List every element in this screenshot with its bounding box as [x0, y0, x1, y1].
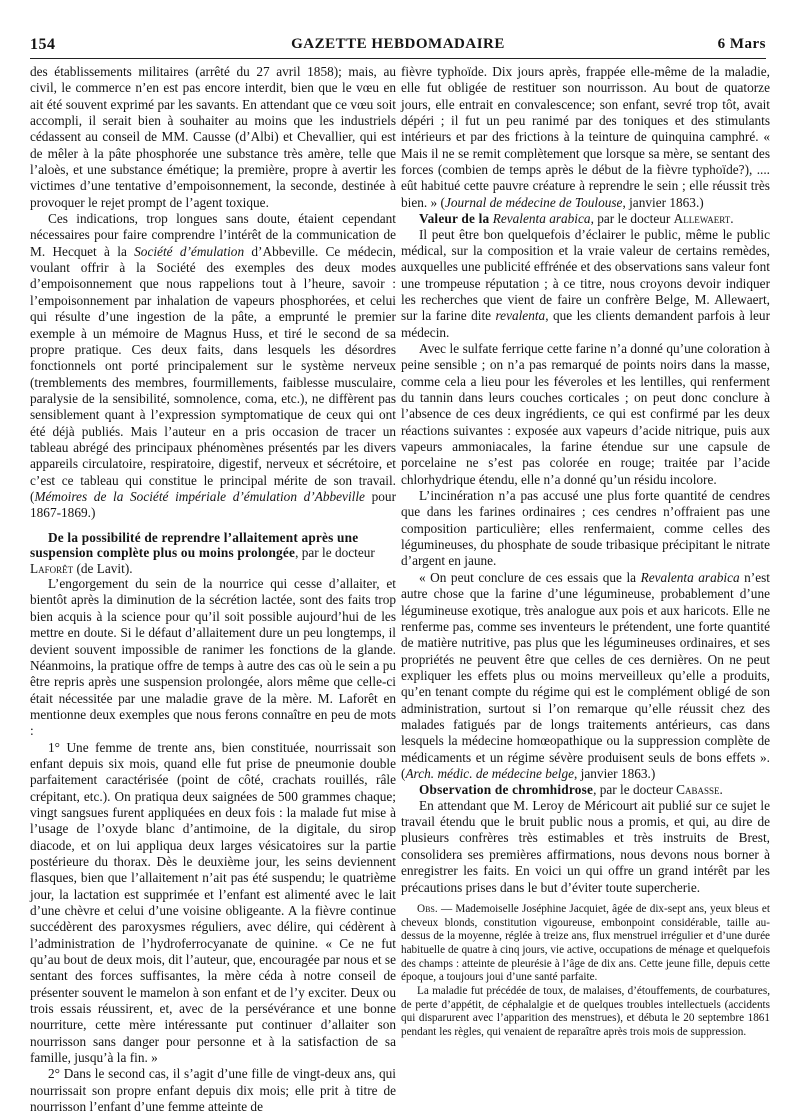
emphasis: Revalenta arabica: [640, 569, 740, 585]
text-run: , que les clients demandent parfois à leur médecin.: [401, 308, 771, 340]
observation-block: [401, 903, 770, 1040]
emphasis: Mémoires de la Société impériale d’émulation d’Abbeville: [34, 488, 365, 504]
paragraph: des établissements militaires (arrêté du 27 avril 1858); mais, au civil, le commerce n’en est pas encore interdit, bien que le vœu en ait été souvent exprimé par les savants. En attendant que ce vœu soit accompli, il serait bien à souhaiter au moins que les industriels cédassent au conseil de MM. Causse (d’Albi) et Chevallier, qui est de mêler à la pâte phosphorée une substance très amère, telle que l’aloès, et une substance émétique; la première, propre à avertir les victimes d’une tentative d’empoisonnement, la seconde, destinée à provoquer le rejet prompt de l’agent toxique.: [30, 64, 396, 210]
heading-by: , par le docteur: [295, 545, 375, 561]
article-heading: [401, 211, 770, 227]
text-run: , janvier 1863.): [574, 765, 656, 781]
observation-paragraph: [401, 903, 770, 985]
paragraph: [401, 570, 770, 782]
issue-date: 6 Mars: [717, 36, 766, 52]
paragraph: [30, 211, 396, 522]
observation-text: — Mademoiselle Joséphine Jacquiet, âgée de dix-sept ans, yeux bleus et cheveux blonds, constitution vigoureuse, embonpoint considérable, taille au-dessus de la moyenne, réglée à treize ans, flux menstruel irrégulier et d’une durée habituelle de quatre à cinq jours, vie active, occupations de ménage et quelquefois des champs : atteinte de pleurésie à l’âge de dix ans. Cette jeune fille, depuis cette époque, a toujours joui d’une santé parfaite.: [401, 902, 770, 984]
paragraph: Avec le sulfate ferrique cette farine n’a donné qu’une coloration à peine sensible ; on n’a pas remarqué de points noirs dans la masse, comme cela a lieu pour les féveroles et les lentilles, qui renferment du tannin dans leurs couches corticales ; on peut donc conclure à l’absence de ces deux ingrédients, ce qui est confirmé par les deux réactions suivantes : exposée aux vapeurs d’acide nitrique, puis aux vapeurs ammoniacales, la farine étendue sur une capsule de porcelaine ne s’est pas colorée en rouge; traitée par l’acide chlorhydrique étendu, elle n’a donné qu’un résidu incolore.: [401, 341, 770, 487]
paragraph: 1° Une femme de trente ans, bien constituée, nourrissait son enfant depuis six mois, quand elle fut prise de pneumonie double parfaitement caractérisée (point de côté, crachats rouillés, râle crépitant, etc.). On pratiqua deux saignées de 500 grammes chaque; vingt sangsues furent appliquées en deux fois : la malade fut mise à l’usage de l’oxyde blanc d’antimoine, de la digitale, du sirop diacode, et on lui appliqua deux larges vésicatoires sur la partie postérieure du thorax. Dès le deuxième jour, les seins deviennent flasques, bien que l’allaitement n’ait pas été suspendu; le quatrième jour, la lactation est supprimée et l’enfant est alimenté avec le lait d’une chèvre et celui d’une voisine obligeante. A la fièvre continue succédèrent des paroxysmes réguliers, avec délire, qui cédèrent à l’administration de l’hydroferrocyanate de quinine. « Ce ne fut qu’au bout de deux mois, dit l’auteur, que, encouragée par nous et se sentant des forces suffisantes, la mère céda à notre conseil de présenter souvent le mamelon à son enfant et de l’y exciter. Deux ou trois essais réussirent, et, avec de la persévérance et une bonne nourriture, cette mère intéressante put continuer d’allaiter son nourrisson sans danger pour personne et à la satisfaction de sa famille, jusqu’à la fin. »: [30, 739, 396, 1066]
heading-place: (de Lavit).: [73, 560, 133, 576]
text-run: fièvre typhoïde. Dix jours après, frappée elle-même de la maladie, elle fut obligée de restituer son nourrisson. Au bout de quatorze jours, elle entrait en convalescence; son enfant, sevré trop tôt, avait dépéri ; il fut un peu ranimé par des toniques et des stimulants intérieurs et par des frictions à la teinture de quinquina camphré. « Mais il ne se remit complètement que lorsque sa mère, se sentant des forces (combien de temps après le début de la fièvre typhoïde?), .... eût habitué cette pauvre créature à reprendre le sein ; elle réussit très bien. » (: [401, 64, 770, 210]
article-heading: [401, 782, 770, 798]
paragraph: L’incinération n’a pas accusé une plus forte quantité de cendres que dans les farines ordinaires ; ces cendres n’offraient pas une composition particulière; elles renfermaient, comme celles des légumineuses, du phosphate de soude tribasique précipitant le nitrate d’argent en jaune.: [401, 488, 770, 569]
emphasis: Arch. médic. de médecine belge: [405, 765, 575, 781]
text-run: , janvier 1863.): [622, 194, 704, 210]
heading-title: Observation de chromhidrose: [419, 782, 594, 798]
heading-end: .: [719, 782, 723, 798]
running-head: [30, 36, 766, 59]
page-number: 154: [30, 36, 56, 53]
heading-by: , par le docteur: [593, 782, 677, 798]
heading-title: De la possibilité de reprendre l’allaitement après une suspension complète plus ou moins prolongée: [30, 529, 359, 561]
heading-author: Laforêt: [30, 560, 74, 576]
paragraph: [401, 64, 770, 211]
paragraph: [401, 227, 770, 341]
paragraph: En attendant que M. Leroy de Méricourt ait publié sur ce sujet le travail étendu que le bruit public nous a promis, et qui, au dire de plusieurs confrères très estimables et très instruits de Brest, consolidera ses premières affirmations, nous devons nous borner à enregistrer les faits. En voici un qui offre un grand intérêt par les précautions prises dans le but d’éviter toute supercherie.: [401, 797, 770, 895]
heading-author: Allewaert: [673, 211, 731, 227]
heading-end: .: [730, 211, 734, 227]
publication-title: GAZETTE HEBDOMADAIRE: [291, 36, 505, 52]
heading-author: Cabasse: [676, 782, 720, 798]
heading-emphasis: Revalenta arabica: [492, 211, 591, 227]
emphasis: Journal de médecine de Toulouse: [444, 194, 623, 210]
text-run: n’est autre chose que la farine d’une légumineuse, probablement d’une légumineuse exotique, très analogue aux pois et aux haricots. Elle ne renferme pas, comme ses inventeurs le prétendent, une forte quantité de matière nutritive, pas plus que les légumineuses ordinaires, et ses propriétés ne peuvent être que celles de ces dernières. On ne peut expliquer les effets plus ou moins merveilleux qu’elle a produits, qu’en tenant compte du régime qui est le complément obligé de son administration, surtout si l’on remarque qu’elle réussit chez des malades fatigués par de longs traitements antérieurs, cas dans lesquels la médecine homœopathique ou la suppression complète de médicaments et un régime sévère produisent seuls de bons effets ». (: [401, 569, 770, 781]
paragraph: L’engorgement du sein de la nourrice qui cesse d’allaiter, et bientôt après la diminution de la sécrétion lactée, sont des faits trop bien acquis à la science pour qu’il soit possible aujourd’hui de les mettre en doute. Si le défaut d’allaitement dure un peu longtemps, il devient souvent impossible de ranimer les fonctions de la glande. Néanmoins, la pratique offre de temps à autre des cas où le sein a pu être repris après une suspension prolongée, alors même que celle-ci était nécessitée par une maladie grave de la mère. M. Laforêt en mentionne deux exemples que nous ferons connaître en peu de mots :: [30, 576, 396, 739]
emphasis: Société d’émulation: [134, 243, 245, 259]
article-heading: [30, 530, 396, 577]
text-run: Il peut être bon quelquefois d’éclairer le public, même le public médical, sur la composition et la vraie valeur de certains remèdes, auxquelles une publicité effrénée et des observations sans valeur font une trompeuse réputation ; à ce titre, nous croyons devoir indiquer les recherches que vient de faire un confrère Belge, M. Allewaert, sur la farine dite: [401, 226, 770, 324]
observation-label: Obs.: [417, 902, 438, 915]
left-column: [30, 64, 396, 1115]
text-run: Ces indications, trop longues sans doute, étaient cependant nécessaires pour faire comprendre l’intérêt de la communication de M. Hecquet à la: [30, 211, 396, 259]
emphasis: revalenta: [495, 308, 546, 324]
text-run: d’Abbeville. Ce médecin, voulant offrir à la Société des exemples des deux modes d’empoisonnement que nous rappelions tout à l’heure, savoir : l’empoisonnement par inhalation de vapeurs phosphorées, et celui qui résulte d’une ingestion de la pâte, a emprunté le premier exemple à un mémoire de Magnus Huss, et tiré le second de sa propre pratique. Ces deux faits, dans lesquels les désordres fonctionnels ont porté principalement sur le système nerveux (tremblements des membres, fourmillements, faiblesse musculaire, paralysie de la sensibilité, somnolence, coma, etc.), ne diffèrent pas sensiblement quant à l’expression symptomatique de ceux qui ont été déjà publiés. Mais l’auteur en a pris occasion de tracer un tableau abrégé des principaux phénomènes présentés par les divers appareils circulatoire, respiratoire, digestif, nerveux et sécrétoire, et c’est ce tableau qui constitue le principal mérite de son travail. (: [30, 243, 396, 504]
heading-title: Valeur de la: [419, 211, 490, 227]
paragraph: 2° Dans le second cas, il s’agit d’une fille de vingt-deux ans, qui nourrissait son propre enfant depuis dix mois; elle prit à titre de nourrisson l’enfant d’une femme atteinte de: [30, 1066, 396, 1115]
text-run: pour 1867-1869.): [30, 488, 396, 521]
observation-paragraph: La maladie fut précédée de toux, de malaises, d’étouffements, de courbatures, de perte d’appétit, de céphalalgie et de quelques troubles intellectuels (accidents qui disparurent avec l’apparition des menstrues), et débuta le 20 septembre 1861 pendant les règles, qui venaient de reparaître après trois mois de suppression.: [401, 985, 770, 1039]
right-column: [401, 64, 770, 1040]
text-run: « On peut conclure de ces essais que la: [419, 569, 641, 585]
heading-by: , par le docteur: [590, 211, 674, 227]
